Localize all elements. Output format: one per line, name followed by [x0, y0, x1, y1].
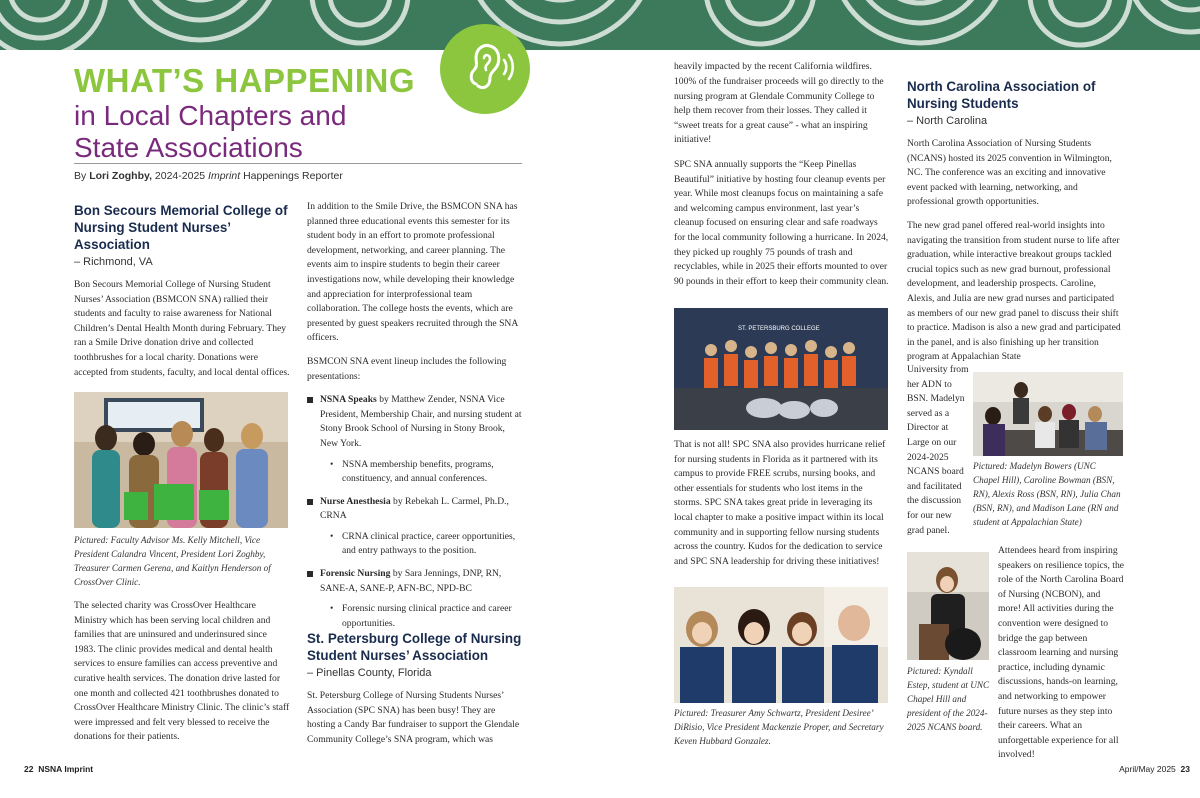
nc-paragraph-1: North Carolina Association of Nursing Students (NCANS) hosted its 2025 convention in Wilmington, NC. The conference was an exciting and innovative event packed with learning, networking, and professional growth opportunities.: [907, 138, 1112, 208]
nc-paragraph-2-cont: University from her ADN to BSN. Madelyn served as a Director at Large on our 2024-2025 NCANS board and facilitated the discussion for our new grad panel.: [907, 364, 969, 536]
byline-author: Lori Zoghby,: [89, 170, 152, 182]
st-pete-section: [307, 630, 523, 747]
new-grad-panel-caption: Pictured: Madelyn Bowers (UNC Chapel Hill), Caroline Bowman (BSN, RN), Alexis Ross (BSN, RN), Julia Chan (BSN, RN), and Madison Lane (RN and student at Appalachian State): [973, 461, 1121, 527]
footer-left: [24, 764, 93, 774]
column-3: [674, 60, 890, 300]
page-subtitle-line1: in Local Chapters and: [74, 100, 347, 131]
decorative-banner: [0, 0, 1200, 50]
event-title: NSNA Speaks: [320, 394, 377, 406]
smile-drive-caption: Pictured: Faculty Advisor Ms. Kelly Mitchell, Vice President Calandra Vincent, President Lori Zoghby, Treasurer Carmen Gerena, and Kaitlyn Henderson of CrossOver Clinic.: [74, 535, 271, 587]
event-sub-item: • CRNA clinical practice, career opportunities, and entry pathways to the position.: [330, 530, 523, 559]
byline: By Lori Zoghby, 2024-2025 Imprint Happenings Reporter: [74, 170, 343, 182]
event-item: Forensic Nursing by Sara Jennings, DNP, RN, SANE-A, SANE-P, AFN-BC, NPD-BC • Forensic nursing clinical practice and career opportunities.: [307, 567, 523, 631]
column-1: [74, 202, 290, 380]
page-number-right: 23: [1180, 764, 1190, 774]
st-pete-location: – Pinellas County, Florida: [307, 667, 432, 679]
st-pete-paragraph-1: St. Petersburg College of Nursing Students Nurses’ Association (SPC SNA) has been busy! They are hosting a Candy Bar fundraiser to support the Glendale Community College’s SNA program, which was: [307, 690, 520, 745]
event-sub-item: • NSNA membership benefits, programs, constituency, and annual conferences.: [330, 458, 523, 487]
event-title: Nurse Anesthesia: [320, 495, 391, 507]
bon-secours-location: – Richmond, VA: [74, 256, 153, 268]
title-divider: [74, 163, 522, 164]
column-4: [907, 78, 1123, 365]
kyndall-estep-photo: [907, 552, 989, 660]
event-item: NSNA Speaks by Matthew Zender, NSNA Vice President, Membership Chair, and nursing student at Stony Brook School of Nursing in Stony Brook, New York. • NSNA membership benefits, programs, constituency, and annual conferences.: [307, 393, 523, 487]
nc-heading: North Carolina Association of Nursing Students: [907, 79, 1096, 111]
cleanup-group-photo: [674, 308, 888, 430]
nc-location: – North Carolina: [907, 115, 988, 127]
issue-date: April/May 2025: [1119, 764, 1176, 774]
bon-secours-heading: Bon Secours Memorial College of Nursing Student Nurses’ Association: [74, 203, 288, 252]
event-item: Nurse Anesthesia by Rebekah L. Carmel, Ph.D., CRNA • CRNA clinical practice, career opportunities, and entry pathways to the position.: [307, 495, 523, 559]
smile-drive-photo: [74, 392, 288, 528]
st-pete-paragraph-1-cont: heavily impacted by the recent California wildfires. 100% of the fundraiser proceeds will go directly to the nursing program at Glendale Community College to help them recover from their losses. They called it “sweet treats for a great cause” - what an inspiring initiative!: [674, 61, 884, 146]
officers-caption: Pictured: Treasurer Amy Schwartz, President Desiree’ DiRisio, Vice President Mackenzie Proper, and Secretary Keven Hubbard Gonzalez.: [674, 708, 884, 746]
event-list: [307, 393, 523, 631]
page-number-left: 22: [24, 764, 34, 774]
page-title: WHAT’S HAPPENING: [74, 62, 416, 99]
photo-sign-text: ST. PETERSBURG COLLEGE: [738, 326, 820, 332]
nc-paragraph-3: Attendees heard from inspiring speakers on resilience topics, the role of the North Carolina Board of Nursing (NCBON), and more! All activities during the convention were designed to bridge the gap between classroom learning and nursing practice, including dynamic discussions, hands-on learning, and networking to empower future nurses as they step into their careers. What an unforgettable experience for all involved!: [998, 545, 1125, 761]
column-2: [307, 200, 523, 639]
publication-name: NSNA Imprint: [38, 764, 94, 774]
events-lineup-paragraph: BSMCON SNA event lineup includes the following presentations:: [307, 355, 507, 382]
nc-paragraph-2: The new grad panel offered real-world insights into navigating the transition from student nurse to life after graduation, while interactive breakout groups tackled crucial topics such as new grad burnout, professional development, and leadership prospects. Caroline, Alexis, and Julia are new grad nurses and participated as members of our new grad panel to discuss their shift to practice. Madison is also a new grad and participated in the panel, and is also finishing up her transition program at Appalachian State: [907, 219, 1121, 363]
event-sub-item: • Forensic nursing clinical practice and career opportunities.: [330, 602, 523, 631]
crossover-paragraph: The selected charity was CrossOver Healthcare Ministry which has been serving local children and families that are uninsured and underinsured since 1983. The clinic provides medical and dental health services to ensure families can access preventive and curative health services. The donation drive lasted for one month and collected 421 toothbrushes donated to CrossOver Healthcare Ministry Clinic. The clinic’s staff were impressed and felt very blessed to receive the donations for their patients.: [74, 600, 290, 743]
event-title: Forensic Nursing: [320, 568, 391, 580]
page-subtitle-line2: State Associations: [74, 132, 303, 163]
keep-pinellas-paragraph: SPC SNA annually supports the “Keep Pinellas Beautiful” initiative by hosting four cleanup events per year. While most cleanups focus on maintaining a safe and welcoming campus environment, last year’s cleanup focused on ensuring clear and safe roadways for the local community following a hurricane. In 2024, they picked up roughly 75 pounds of trash and recyclables, while in 2025 their efforts mounted to over 90 pounds in their effort to keep their community clean.: [674, 159, 889, 287]
officers-photo: [674, 587, 888, 703]
kyndall-estep-caption: Pictured: Kyndall Estep, student at UNC Chapel Hill and president of the 2024-2025 NCANS board.: [907, 666, 990, 732]
bon-secours-paragraph: Bon Secours Memorial College of Nursing Student Nurses’ Association (BSMCON SNA) rallied their students and faculty to raise awareness for National Children’s Dental Health Month during February. They ran a Smile Drive donation drive and collected toothbrushes for a local charity. Donations were accepted from students, faculty, and local dental offices.: [74, 279, 290, 378]
events-intro-paragraph: In addition to the Smile Drive, the BSMCON SNA has planned three educational events this semester for its student body in an effort to promote professional development, networking, and career planning. The events aim to inspire students to begin their career investigations now, while developing their knowledge and appreciation for interprofessional team collaboration. The college hosts the events, which are presented by guest speakers recruited through the SNA officers.: [307, 201, 518, 344]
new-grad-panel-photo: [973, 372, 1123, 456]
footer-right: [1119, 764, 1190, 774]
st-pete-heading: St. Petersburg College of Nursing Student Nurses’ Association: [307, 631, 522, 663]
hurricane-relief-paragraph: That is not all! SPC SNA also provides hurricane relief for nursing students in Florida as it partnered with its campus to provide FREE scrubs, nursing books, and other essentials for students who lost items in the storms. SPC SNA takes great pride in leveraging its local chapter to make a positive impact within its local community and in supporting fellow nursing students across the country. Kudos for the dedication to service and SPC SNA leadership for driving these initiatives!: [674, 439, 886, 567]
